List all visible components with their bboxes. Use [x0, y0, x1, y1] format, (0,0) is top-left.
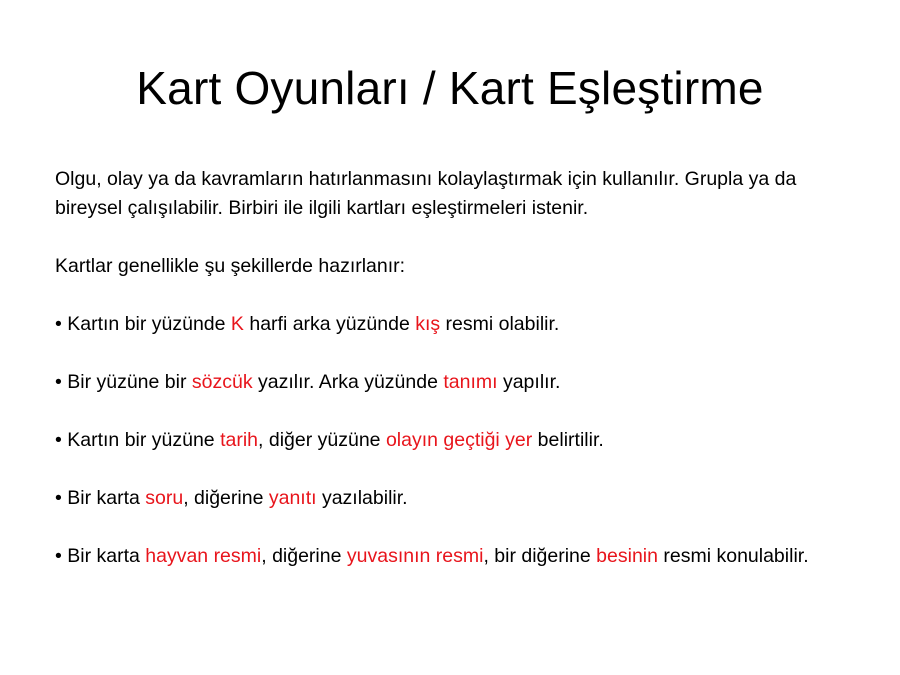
highlight-text: soru — [145, 487, 184, 509]
bullet-item — [55, 484, 845, 513]
bullet-text: yapılır. — [497, 371, 561, 393]
highlight-text: K — [230, 313, 244, 335]
bullet-text: resmi olabilir. — [440, 313, 560, 335]
bullet-text: yazılabilir. — [316, 487, 408, 509]
bullet-text: , bir diğerine — [483, 545, 597, 567]
highlight-text: tanımı — [443, 371, 498, 393]
bullet-text: yazılır. Arka yüzünde — [252, 371, 444, 393]
bullet-text: resmi konulabilir. — [657, 545, 809, 567]
bullet-text: , diğerine — [261, 545, 347, 567]
highlight-text: tarih — [220, 429, 259, 451]
bullet-text: • Kartın bir yüzünde — [55, 313, 231, 335]
spacer — [55, 397, 845, 426]
bullet-text: harfi arka yüzünde — [243, 313, 416, 335]
bullet-text: • Bir karta — [55, 545, 146, 567]
bullet-text: , diğerine — [183, 487, 269, 509]
bullet-text: , diğer yüzüne — [258, 429, 386, 451]
spacer — [55, 513, 845, 542]
highlight-text: kış — [415, 313, 441, 335]
bullet-item — [55, 310, 845, 339]
bullet-text: • Bir karta — [55, 487, 146, 509]
highlight-text: besinin — [596, 545, 658, 567]
highlight-text: olayın geçtiği yer — [385, 429, 533, 451]
bullet-item — [55, 542, 845, 571]
spacer — [55, 223, 845, 252]
lead-paragraph: Kartlar genellikle şu şekillerde hazırlanır: — [55, 255, 406, 277]
highlight-text: yanıtı — [268, 487, 317, 509]
spacer — [55, 281, 845, 310]
bullet-item — [55, 368, 845, 397]
bullet-text: • Kartın bir yüzüne — [55, 429, 221, 451]
highlight-text: hayvan resmi — [145, 545, 262, 567]
slide-body — [55, 165, 845, 571]
highlight-text: yuvasının resmi — [346, 545, 484, 567]
bullet-text: belirtilir. — [532, 429, 604, 451]
highlight-text: sözcük — [191, 371, 253, 393]
intro-paragraph: Olgu, olay ya da kavramların hatırlanmasını kolaylaştırmak için kullanılır. Grupla ya da bireysel çalışılabilir. Birbiri ile ilgili kartları eşleştirmeleri istenir. — [55, 168, 797, 219]
spacer — [55, 339, 845, 368]
bullet-item — [55, 426, 845, 455]
bullet-text: • Bir yüzüne bir — [55, 371, 192, 393]
spacer — [55, 455, 845, 484]
slide-title: Kart Oyunları / Kart Eşleştirme — [136, 62, 764, 114]
